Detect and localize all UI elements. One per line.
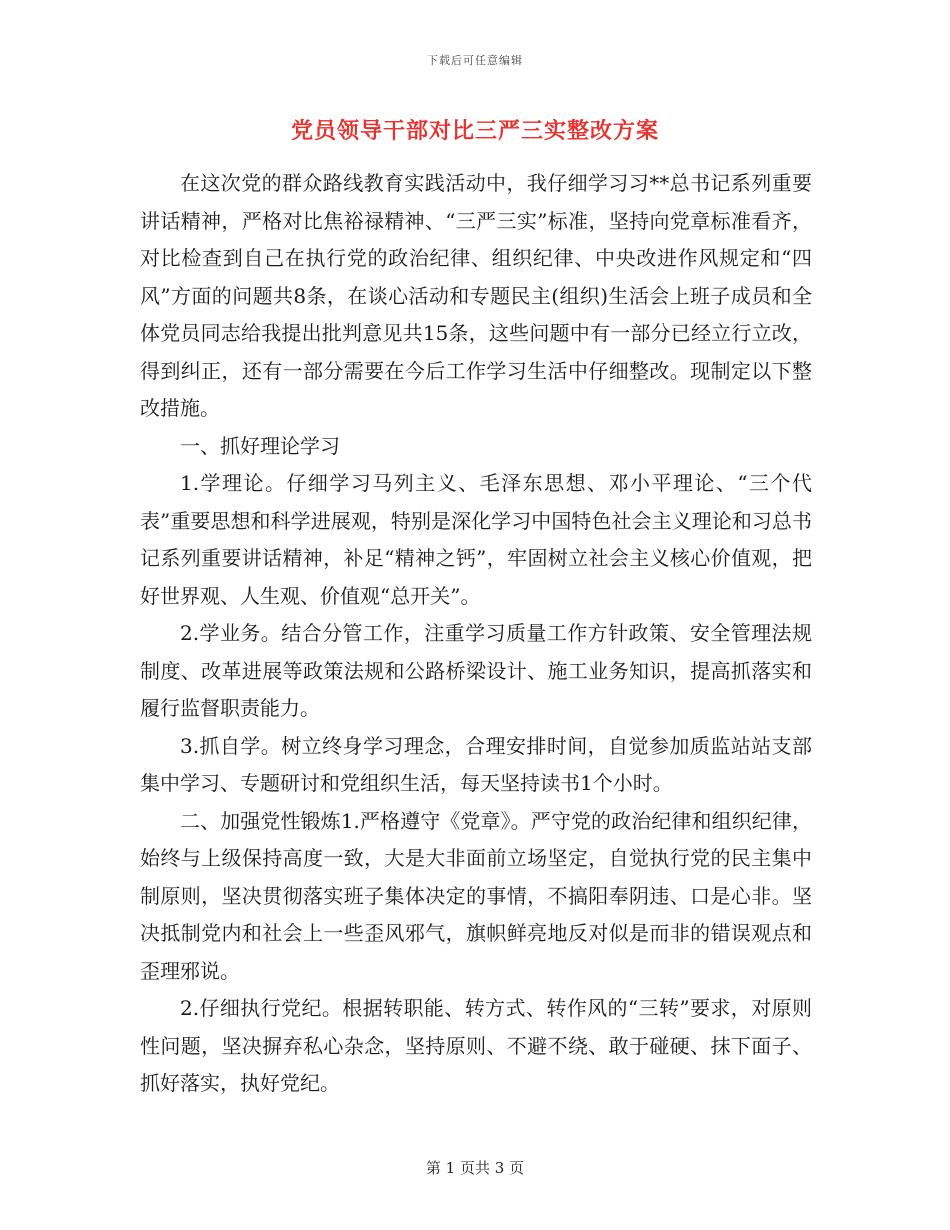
paragraph-self-study: 3.抓自学。树立终身学习理念，合理安排时间，自觉参加质监站站支部集中学习、专题研讨和党组织生活，每天坚持读书1个小时。 [140, 733, 812, 795]
page-header-note: 下载后可任意编辑 [427, 54, 523, 67]
document-title: 党员领导干部对比三严三实整改方案 [290, 118, 659, 144]
paragraph-study-theory: 1.学理论。仔细学习马列主义、毛泽东思想、邓小平理论、“三个代表”重要思想和科学进展观，特别是深化学习中国特色社会主义理论和习总书记系列重要讲话精神，补足“精神之钙”，牢固树立社会主义核心价值观，把好世界观、人生观、价值观“总开关”。 [140, 471, 812, 608]
paragraph-study-business: 2.学业务。结合分管工作，注重学习质量工作方针政策、安全管理法规制度、改革进展等政策法规和公路桥梁设计、施工业务知识，提高抓落实和履行监督职责能力。 [140, 621, 812, 720]
paragraph-party-discipline: 二、加强党性锻炼1.严格遵守《党章》。严守党的政治纪律和组织纪律，始终与上级保持高度一致，大是大非面前立场坚定，自觉执行党的民主集中制原则，坚决贯彻落实班子集体决定的事情，不搞阳奉阴违、口是心非。坚决抵制党内和社会上一些歪风邪气，旗帜鲜亮地反对似是而非的错误观点和歪理邪说。 [140, 808, 812, 983]
page-number-footer: 第 1 页共 3 页 [425, 1159, 525, 1177]
paragraph-execute-discipline: 2.仔细执行党纪。根据转职能、转方式、转作风的“三转”要求，对原则性问题，坚决摒弃私心杂念，坚持原则、不避不绕、敢于碰硬、抹下面子、抓好落实，执好党纪。 [140, 996, 812, 1095]
document-body [140, 165, 812, 1103]
section-heading-theory: 一、抓好理论学习 [180, 433, 340, 458]
paragraph-intro: 在这次党的群众路线教育实践活动中，我仔细学习习**总书记系列重要讲话精神，严格对比焦裕禄精神、“三严三实”标准，坚持向党章标准看齐，对比检查到自己在执行党的政治纪律、组织纪律、中央改进作风规定和“四风”方面的问题共8条，在谈心活动和专题民主(组织)生活会上班子成员和全体党员同志给我提出批判意见共15条，这些问题中有一部分已经立行立改，得到纠正，还有一部分需要在今后工作学习生活中仔细整改。现制定以下整改措施。 [140, 171, 812, 420]
